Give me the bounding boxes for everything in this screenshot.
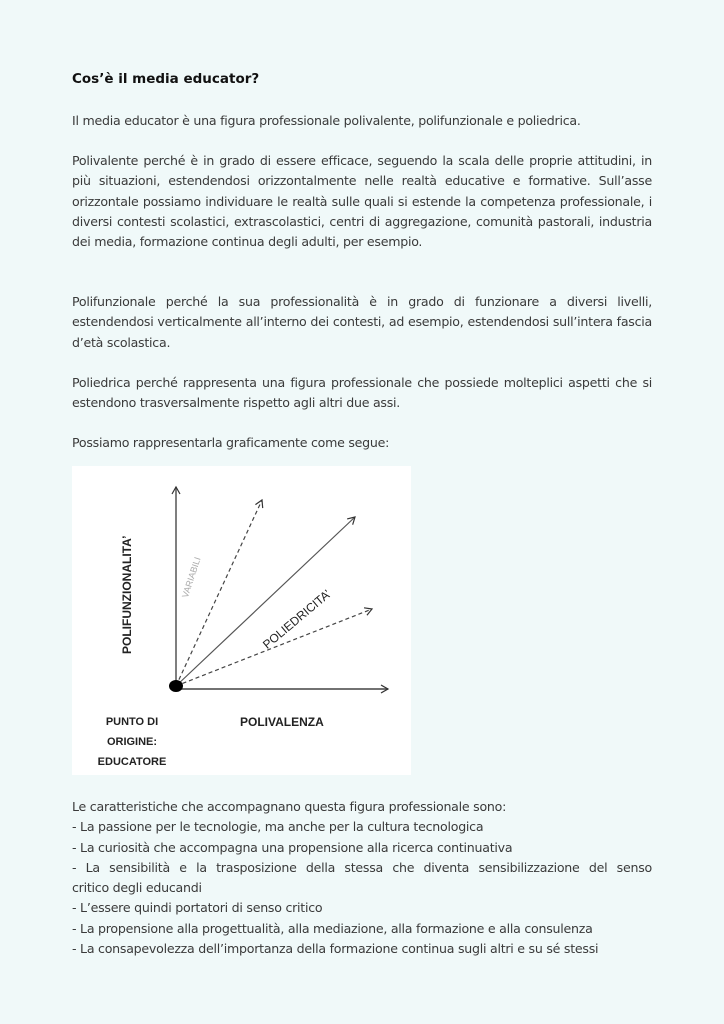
characteristics-intro: Le caratteristiche che accompagnano questa figura professionale sono: [72, 799, 507, 814]
dashed-axis-label: VARIABILI [180, 555, 203, 600]
polifunzionale-paragraph: Polifunzionale perché la sua professionalità è in grado di funzionare a diversi livelli, estendendosi verticalmente all’interno dei contesti, ad esempio, estendendosi sull’intera fascia d’età scolastica. [72, 294, 652, 350]
origin-point [169, 680, 183, 692]
origin-label-line: EDUCATORE [97, 756, 167, 768]
list-item: - La passione per le tecnologie, ma anche per la cultura tecnologica [72, 819, 484, 835]
list-item: - La propensione alla progettualità, alla mediazione, alla formazione e alla consulenza [72, 920, 593, 936]
list-item: - L’essere quindi portatori di senso critico [72, 900, 323, 916]
diagonal-axis-label: POLIEDRICITA’ [260, 586, 334, 652]
horizontal-axis-label: POLIVALENZA [240, 715, 324, 729]
list-item-continuation: critico degli educandi [72, 880, 202, 896]
vertical-axis-label: POLIFUNZIONALITA’ [120, 535, 134, 654]
characteristics-list [72, 797, 652, 959]
list-item: - La curiosità che accompagna una propensione alla ricerca continuativa [72, 839, 513, 855]
page-title: Cos’è il media educator? [72, 71, 260, 87]
polivalente-paragraph: Polivalente perché è in grado di essere efficace, seguendo la scala delle proprie attitudini, in più situazioni, estendendosi orizzontalmente nelle realtà educative e formative. Sull’asse orizzontale possiamo individuare le realtà sulle quali si estende la competenza professionale, i diversi contesti scolastici, extrascolastici, centri di aggregazione, comunità pastorali, industria dei media, formazione continua degli adulti, per esempio. [72, 153, 652, 250]
list-item: - La consapevolezza dell’importanza della formazione continua sugli altri e su sé stessi [72, 941, 599, 957]
possiamo-paragraph: Possiamo rappresentarla graficamente come segue: [72, 435, 390, 450]
origin-label [84, 712, 180, 772]
axes-diagram [72, 466, 411, 775]
poliedrica-paragraph: Poliedrica perché rappresenta una figura professionale che possiede molteplici aspetti che si estendono trasversalmente rispetto agli altri due assi. [72, 375, 652, 411]
origin-label-line: PUNTO DI [105, 716, 159, 728]
origin-label-line: ORIGINE: [106, 736, 158, 748]
intro-paragraph: Il media educator è una figura professionale polivalente, polifunzionale e poliedrica. [72, 113, 581, 128]
list-item: - La sensibilità e la trasposizione della stessa che diventa sensibilizzazione del senso [72, 859, 652, 875]
